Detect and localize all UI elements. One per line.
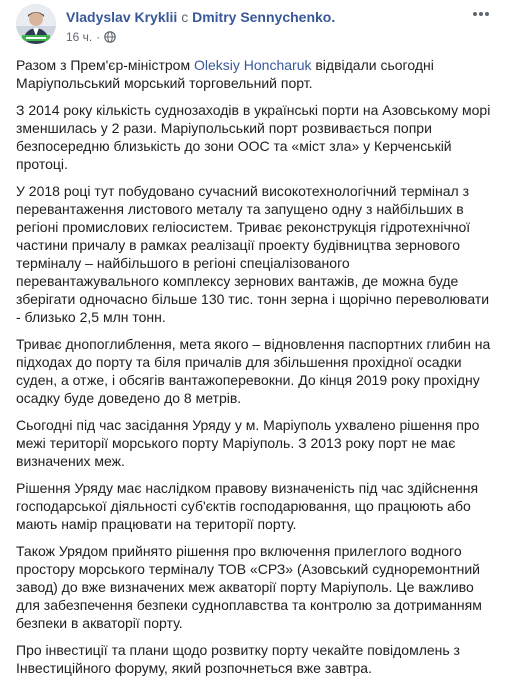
post-meta (66, 29, 116, 45)
post-timestamp[interactable]: 16 ч. (66, 30, 93, 44)
post-paragraph: Про інвестиції та плани щодо розвитку порту чекайте повідомлень з Інвестиційного форуму, який розпочнеться вже завтра. (16, 642, 460, 676)
author-name-link[interactable]: Vladyslav Kryklii (66, 9, 178, 25)
paragraph-text: Разом з Прем'єр-міністром (16, 57, 194, 73)
author-avatar[interactable] (16, 4, 56, 44)
post-paragraph: Також Урядом прийнято рішення про включення прилеглого водного простору морського терміналу ТОВ «СРЗ» (Азовський судноремонтний завод) до вже визначених меж акваторії порту Маріуполь. Це важливо для забезпечення безпеки судноплавства та контролю за дотриманням безпеки в акваторії порту. (16, 543, 482, 631)
avatar-image (16, 4, 56, 44)
mention-link[interactable]: Oleksiy Honcharuk (193, 57, 312, 73)
more-dots-icon (472, 11, 490, 17)
more-options-button[interactable] (468, 4, 494, 24)
tagged-person-link[interactable]: Dmitry Sennychenko. (192, 9, 336, 25)
post-paragraph: Рішення Уряду має наслідком правову визначеність під час здійснення господарської діяльності суб'єктів господарювання, що працюють або мають намір працювати на території порту. (16, 480, 479, 532)
post-paragraph: Сьогодні під час засідання Уряду у м. Маріуполь ухвалено рішення про межі території морського порту Маріуполь. З 2013 року порт не має визначених меж. (16, 417, 480, 469)
post-paragraph (16, 56, 494, 92)
meta-separator: · (96, 30, 101, 44)
post-paragraph: У 2018 році тут побудовано сучасний високотехнологічний термінал з перевантаження листового металу та запущено одну з найбільших в регіоні промислових геліосистем. Триває реконструкція гідротехнічної частини причалу в рамках реалізації проекту будівництва зернового терміналу – найбільшого в регіоні спеціалізованого перевантажувального комплексу зернових вантажів, де можна буде зберігати одночасно більше 130 тис. тонн зерна і щорічно переволювати - близько 2,5 млн тонн. (16, 183, 490, 325)
post-body (16, 56, 494, 677)
post-header (16, 0, 494, 56)
author-line (66, 8, 335, 26)
globe-icon[interactable] (104, 31, 116, 43)
with-word: с (181, 9, 189, 25)
post-paragraph: Триває днопоглиблення, мета якого – відновлення паспортних глибин на підходах до порту та біля причалів для збільшення прохідної осадки суден, а отже, і обсягів вантажоперевокни. До кінця 2019 року прохідну осадку буде доведено до 8 метрів. (16, 336, 491, 406)
paragraph-text: відвідали сьогодні Маріупольський морський торговельний порт. (16, 57, 434, 91)
post-paragraph: З 2014 року кількість суднозаходів в українські порти на Азовському морі зменшилась у 2 рази. Маріупольський порт розвивається попри безпосередню близькість до зони ООС та «міст зла» у Керченській протоці. (16, 102, 491, 172)
